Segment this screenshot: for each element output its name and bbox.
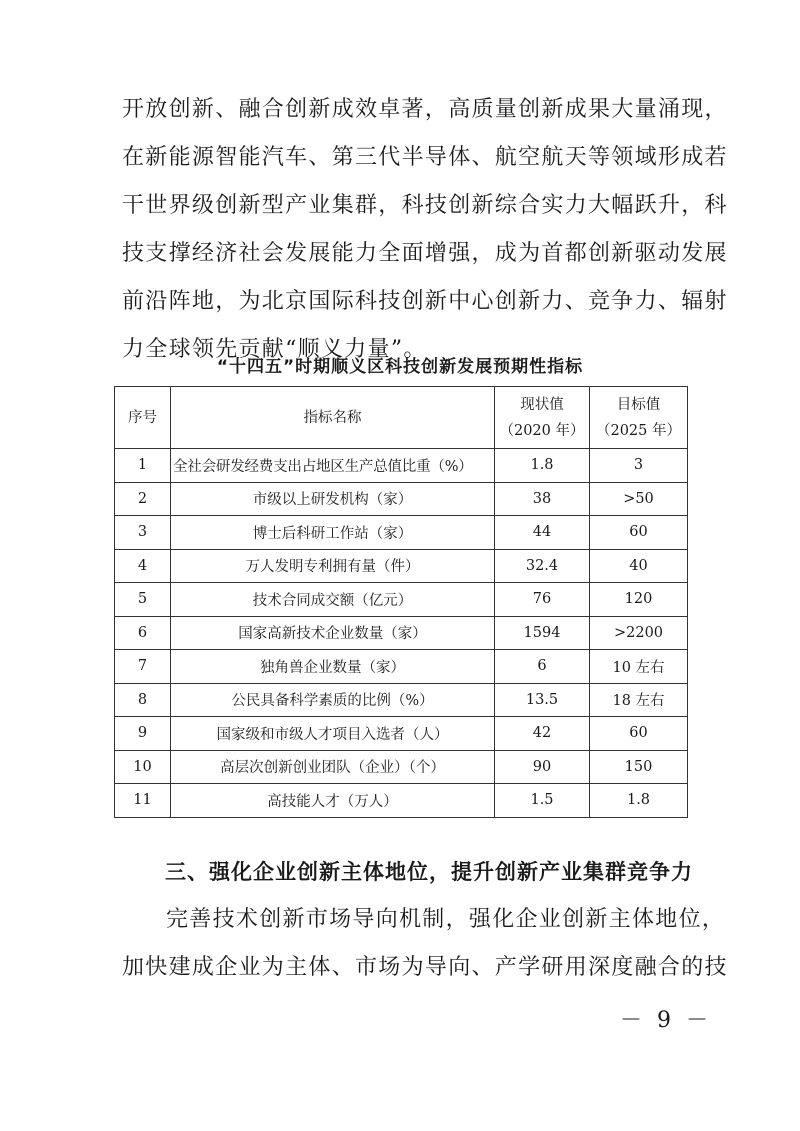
- table-row: [115, 717, 688, 751]
- header-current-title: 现状值: [520, 396, 564, 413]
- text-line: 技支撑经济社会发展能力全面增强，成为首都创新驱动发展: [122, 241, 728, 266]
- row-name: 市级以上研发机构（家）: [171, 482, 495, 516]
- row-current: 13.5: [495, 683, 590, 717]
- row-target: 120: [590, 583, 688, 617]
- row-current: 6: [495, 650, 590, 684]
- row-target: 60: [590, 516, 688, 550]
- row-index: 5: [115, 583, 171, 617]
- header-current: [495, 387, 590, 449]
- row-current: 1.5: [495, 784, 590, 818]
- row-current: 44: [495, 516, 590, 550]
- row-current: 32.4: [495, 549, 590, 583]
- row-name: 公民具备科学素质的比例（%）: [171, 683, 495, 717]
- table-row: [115, 784, 688, 818]
- row-name: 国家高新技术企业数量（家）: [171, 616, 495, 650]
- text-line: 完善技术创新市场导向机制，强化企业创新主体地位，: [166, 907, 726, 932]
- row-name: 万人发明专利拥有量（件）: [171, 549, 495, 583]
- text-line: 力全球领先贡献“顺义力量”。: [122, 337, 427, 362]
- row-current: 1594: [495, 616, 590, 650]
- table-row: [115, 650, 688, 684]
- row-name: 高层次创新创业团队（企业）（个）: [171, 750, 495, 784]
- row-name: 高技能人才（万人）: [171, 784, 495, 818]
- row-name: 技术合同成交额（亿元）: [171, 583, 495, 617]
- table-row: [115, 549, 688, 583]
- row-current: 38: [495, 482, 590, 516]
- row-index: 3: [115, 516, 171, 550]
- header-target: [590, 387, 688, 449]
- row-target: 150: [590, 750, 688, 784]
- section-paragraph: [122, 896, 728, 992]
- table-row: [115, 683, 688, 717]
- row-current: 42: [495, 717, 590, 751]
- header-index: 序号: [115, 387, 171, 449]
- row-target: 1.8: [590, 784, 688, 818]
- row-target: 18 左右: [590, 683, 688, 717]
- row-name: 博士后科研工作站（家）: [171, 516, 495, 550]
- row-name: 全社会研发经费支出占地区生产总值比重（%）: [171, 449, 495, 483]
- row-index: 2: [115, 482, 171, 516]
- text-line: 干世界级创新型产业集群，科技创新综合实力大幅跃升，科: [122, 193, 728, 218]
- text-line: 前沿阵地，为北京国际科技创新中心创新力、竞争力、辐射: [122, 289, 728, 314]
- table-row: [115, 750, 688, 784]
- table-row: [115, 583, 688, 617]
- text-line: 开放创新、融合创新成效卓著，高质量创新成果大量涌现，: [122, 97, 728, 122]
- row-target: 60: [590, 717, 688, 751]
- header-name: 指标名称: [171, 387, 495, 449]
- row-index: 8: [115, 683, 171, 717]
- row-index: 1: [115, 449, 171, 483]
- row-target: >2200: [590, 616, 688, 650]
- row-target: 10 左右: [590, 650, 688, 684]
- table-row: [115, 482, 688, 516]
- text-line: 在新能源智能汽车、第三代半导体、航空航天等领域形成若: [122, 145, 728, 170]
- page-number: － 9 －: [620, 1008, 712, 1033]
- row-target: 3: [590, 449, 688, 483]
- row-index: 4: [115, 549, 171, 583]
- row-target: 40: [590, 549, 688, 583]
- intro-paragraph: [122, 86, 728, 374]
- table-row: [115, 449, 688, 483]
- row-index: 10: [115, 750, 171, 784]
- text-line: 加快建成企业为主体、市场为导向、产学研用深度融合的技: [122, 955, 728, 980]
- row-index: 9: [115, 717, 171, 751]
- row-index: 7: [115, 650, 171, 684]
- header-target-year: （2025 年）: [595, 422, 681, 439]
- row-target: >50: [590, 482, 688, 516]
- header-current-year: （2020 年）: [499, 422, 585, 439]
- row-name: 独角兽企业数量（家）: [171, 650, 495, 684]
- row-name: 国家级和市级人才项目入选者（人）: [171, 717, 495, 751]
- indicators-table: [114, 386, 688, 818]
- row-current: 1.8: [495, 449, 590, 483]
- table-title: “十四五”时期顺义区科技创新发展预期性指标: [216, 357, 584, 377]
- table-header-row: [115, 387, 688, 449]
- header-target-title: 目标值: [616, 396, 661, 413]
- row-index: 11: [115, 784, 171, 818]
- table-row: [115, 516, 688, 550]
- row-index: 6: [115, 616, 171, 650]
- row-current: 90: [495, 750, 590, 784]
- row-current: 76: [495, 583, 590, 617]
- table-row: [115, 616, 688, 650]
- section-heading: 三、强化企业创新主体地位，提升创新产业集群竞争力: [165, 860, 693, 884]
